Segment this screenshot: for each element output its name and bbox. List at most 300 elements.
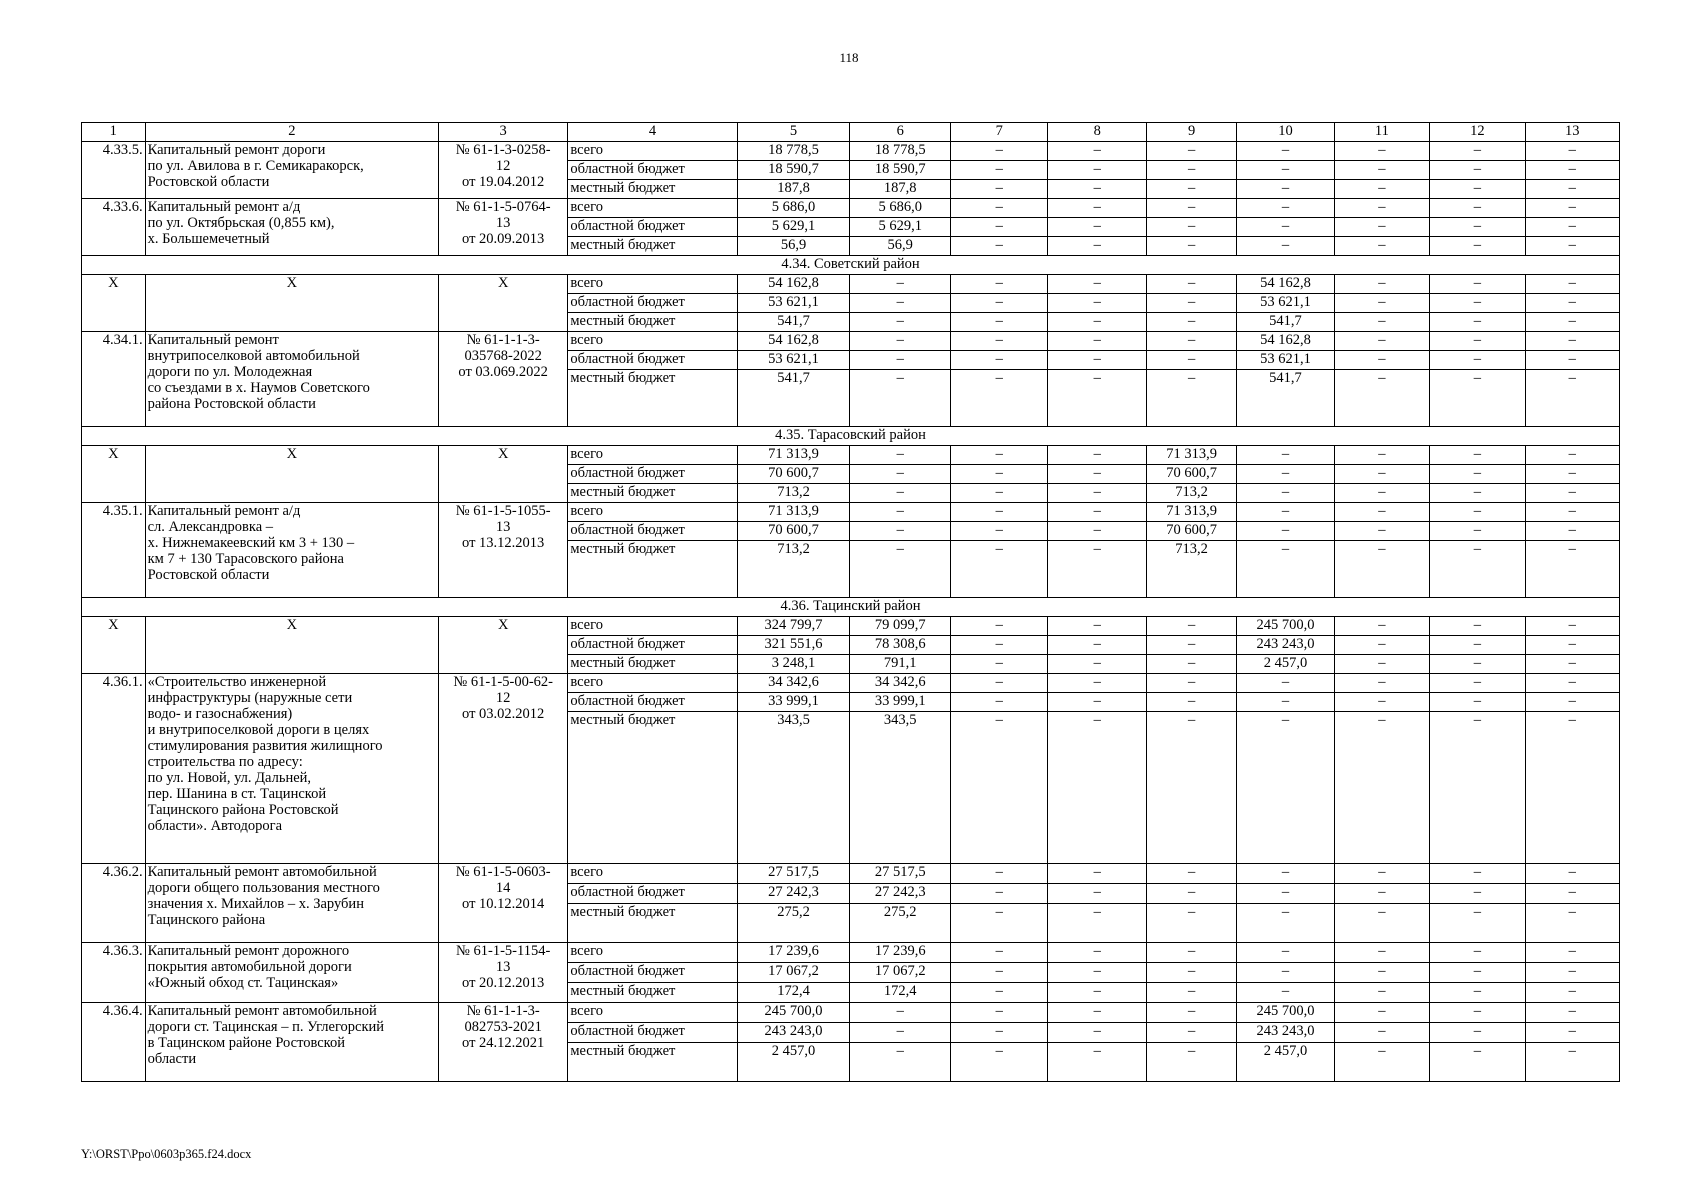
- column-header: 3: [439, 123, 568, 142]
- value-cell: 541,7: [737, 370, 850, 427]
- value-cell: –: [1430, 1003, 1525, 1023]
- column-header: 1: [82, 123, 146, 142]
- value-cell: –: [1048, 275, 1146, 294]
- value-cell: –: [1430, 943, 1525, 963]
- value-cell: –: [1334, 370, 1429, 427]
- value-cell: –: [1237, 904, 1334, 943]
- value-cell: –: [1146, 1023, 1236, 1043]
- value-cell: –: [951, 617, 1048, 636]
- value-cell: –: [1237, 503, 1334, 522]
- value-cell: –: [1334, 674, 1429, 693]
- value-cell: –: [1237, 963, 1334, 983]
- value-cell: –: [1334, 1003, 1429, 1023]
- value-cell: –: [1334, 617, 1429, 636]
- value-cell: –: [951, 693, 1048, 712]
- value-cell: –: [1048, 617, 1146, 636]
- document-cell: № 61-1-5-1154- 13 от 20.12.2013: [439, 943, 568, 1003]
- value-cell: –: [951, 636, 1048, 655]
- value-cell: –: [1430, 332, 1525, 351]
- row-number-cell: 4.34.1.: [82, 332, 146, 427]
- value-cell: 541,7: [1237, 313, 1334, 332]
- value-cell: –: [1237, 983, 1334, 1003]
- table-row: [82, 275, 1620, 294]
- budget-source-label: всего: [568, 617, 737, 636]
- value-cell: –: [1525, 446, 1619, 465]
- value-cell: –: [1146, 161, 1236, 180]
- budget-source-label: областной бюджет: [568, 963, 737, 983]
- value-cell: –: [1146, 218, 1236, 237]
- value-cell: –: [850, 465, 951, 484]
- value-cell: –: [1048, 522, 1146, 541]
- value-cell: 18 778,5: [737, 142, 850, 161]
- table-row: [82, 332, 1620, 351]
- value-cell: –: [1048, 904, 1146, 943]
- document-cell: № 61-1-5-0603- 14 от 10.12.2014: [439, 864, 568, 943]
- table-row: [82, 617, 1620, 636]
- value-cell: –: [1334, 237, 1429, 256]
- budget-source-label: местный бюджет: [568, 541, 737, 598]
- value-cell: –: [850, 275, 951, 294]
- value-cell: –: [1525, 313, 1619, 332]
- value-cell: 70 600,7: [1146, 522, 1236, 541]
- value-cell: 245 700,0: [737, 1003, 850, 1023]
- value-cell: –: [1334, 655, 1429, 674]
- value-cell: –: [850, 484, 951, 503]
- value-cell: –: [1146, 1043, 1236, 1082]
- value-cell: –: [951, 655, 1048, 674]
- value-cell: –: [1430, 484, 1525, 503]
- value-cell: –: [1430, 503, 1525, 522]
- value-cell: –: [1430, 199, 1525, 218]
- value-cell: –: [1146, 370, 1236, 427]
- object-name-cell: Капитальный ремонт внутрипоселковой автомобильной дороги по ул. Молодежная со съездами в х. Наумов Советского района Ростовской области: [145, 332, 438, 427]
- value-cell: –: [1525, 617, 1619, 636]
- document-cell: Х: [439, 275, 568, 332]
- value-cell: –: [1525, 1023, 1619, 1043]
- value-cell: –: [951, 180, 1048, 199]
- value-cell: –: [1334, 522, 1429, 541]
- value-cell: –: [1525, 218, 1619, 237]
- value-cell: 243 243,0: [1237, 1023, 1334, 1043]
- budget-source-label: областной бюджет: [568, 693, 737, 712]
- value-cell: –: [850, 1043, 951, 1082]
- value-cell: –: [1525, 655, 1619, 674]
- value-cell: –: [1237, 484, 1334, 503]
- value-cell: –: [951, 503, 1048, 522]
- value-cell: –: [951, 370, 1048, 427]
- value-cell: –: [1334, 313, 1429, 332]
- value-cell: –: [1237, 199, 1334, 218]
- value-cell: –: [951, 904, 1048, 943]
- value-cell: –: [850, 541, 951, 598]
- value-cell: –: [1048, 484, 1146, 503]
- value-cell: –: [1048, 864, 1146, 884]
- value-cell: –: [1048, 693, 1146, 712]
- value-cell: –: [1430, 1023, 1525, 1043]
- value-cell: –: [1525, 484, 1619, 503]
- value-cell: –: [1146, 674, 1236, 693]
- budget-source-label: областной бюджет: [568, 465, 737, 484]
- footer-file-path: Y:\ORST\Ppo\0603p365.f24.docx: [81, 1147, 252, 1161]
- value-cell: 713,2: [1146, 484, 1236, 503]
- page-number: 118: [839, 50, 859, 65]
- value-cell: –: [1430, 884, 1525, 904]
- value-cell: 70 600,7: [737, 465, 850, 484]
- value-cell: 243 243,0: [1237, 636, 1334, 655]
- value-cell: –: [951, 199, 1048, 218]
- value-cell: 71 313,9: [737, 446, 850, 465]
- value-cell: –: [1525, 503, 1619, 522]
- value-cell: –: [1430, 655, 1525, 674]
- value-cell: –: [1146, 617, 1236, 636]
- value-cell: –: [1525, 142, 1619, 161]
- value-cell: 172,4: [737, 983, 850, 1003]
- table-row: [82, 142, 1620, 161]
- budget-source-label: всего: [568, 199, 737, 218]
- value-cell: 70 600,7: [737, 522, 850, 541]
- value-cell: –: [1525, 522, 1619, 541]
- value-cell: 53 621,1: [1237, 351, 1334, 370]
- budget-source-label: местный бюджет: [568, 370, 737, 427]
- value-cell: –: [1048, 332, 1146, 351]
- value-cell: –: [1430, 218, 1525, 237]
- value-cell: 713,2: [737, 541, 850, 598]
- value-cell: 275,2: [850, 904, 951, 943]
- value-cell: –: [1334, 963, 1429, 983]
- value-cell: –: [1237, 161, 1334, 180]
- value-cell: –: [1430, 541, 1525, 598]
- section-title: 4.34. Советский район: [82, 256, 1620, 275]
- value-cell: 18 590,7: [737, 161, 850, 180]
- value-cell: 2 457,0: [1237, 655, 1334, 674]
- value-cell: –: [1525, 465, 1619, 484]
- budget-source-label: всего: [568, 142, 737, 161]
- column-header: 5: [737, 123, 850, 142]
- value-cell: –: [1334, 693, 1429, 712]
- value-cell: 187,8: [850, 180, 951, 199]
- value-cell: 71 313,9: [737, 503, 850, 522]
- budget-source-label: всего: [568, 446, 737, 465]
- column-header: 10: [1237, 123, 1334, 142]
- budget-source-label: местный бюджет: [568, 904, 737, 943]
- value-cell: –: [1146, 693, 1236, 712]
- value-cell: –: [1048, 636, 1146, 655]
- value-cell: –: [1237, 693, 1334, 712]
- document-cell: № 61-1-5-1055- 13 от 13.12.2013: [439, 503, 568, 598]
- value-cell: –: [850, 313, 951, 332]
- value-cell: –: [1334, 884, 1429, 904]
- value-cell: –: [1525, 180, 1619, 199]
- value-cell: –: [1048, 237, 1146, 256]
- value-cell: –: [1146, 963, 1236, 983]
- value-cell: –: [1146, 142, 1236, 161]
- object-name-cell: Капитальный ремонт автомобильной дороги ст. Тацинская – п. Углегорский в Тацинском районе Ростовской области: [145, 1003, 438, 1082]
- value-cell: –: [951, 294, 1048, 313]
- value-cell: –: [1048, 884, 1146, 904]
- value-cell: –: [850, 370, 951, 427]
- value-cell: 275,2: [737, 904, 850, 943]
- value-cell: 71 313,9: [1146, 446, 1236, 465]
- value-cell: 2 457,0: [1237, 1043, 1334, 1082]
- value-cell: 172,4: [850, 983, 951, 1003]
- value-cell: 54 162,8: [1237, 275, 1334, 294]
- document-cell: Х: [439, 446, 568, 503]
- value-cell: –: [1048, 674, 1146, 693]
- row-number-cell: 4.35.1.: [82, 503, 146, 598]
- value-cell: –: [1334, 465, 1429, 484]
- value-cell: –: [1146, 237, 1236, 256]
- object-name-cell: Х: [145, 446, 438, 503]
- budget-source-label: областной бюджет: [568, 294, 737, 313]
- object-name-cell: Х: [145, 275, 438, 332]
- value-cell: –: [1237, 943, 1334, 963]
- value-cell: 18 590,7: [850, 161, 951, 180]
- value-cell: –: [1334, 294, 1429, 313]
- object-name-cell: Капитальный ремонт автомобильной дороги общего пользования местного значения х. Михайлов – х. Зарубин Тацинского района: [145, 864, 438, 943]
- value-cell: –: [1430, 370, 1525, 427]
- value-cell: –: [1334, 180, 1429, 199]
- value-cell: –: [1146, 864, 1236, 884]
- value-cell: –: [1146, 904, 1236, 943]
- value-cell: –: [1334, 351, 1429, 370]
- value-cell: –: [1525, 983, 1619, 1003]
- value-cell: –: [951, 1023, 1048, 1043]
- value-cell: –: [1334, 904, 1429, 943]
- value-cell: –: [1430, 1043, 1525, 1082]
- value-cell: 5 629,1: [737, 218, 850, 237]
- budget-source-label: областной бюджет: [568, 1023, 737, 1043]
- budget-source-label: местный бюджет: [568, 237, 737, 256]
- value-cell: –: [1430, 983, 1525, 1003]
- value-cell: –: [1146, 275, 1236, 294]
- row-number-cell: Х: [82, 275, 146, 332]
- table-row: [82, 943, 1620, 963]
- section-title: 4.35. Тарасовский район: [82, 427, 1620, 446]
- object-name-cell: Х: [145, 617, 438, 674]
- budget-source-label: местный бюджет: [568, 313, 737, 332]
- value-cell: –: [1048, 1003, 1146, 1023]
- table-row: [82, 1003, 1620, 1023]
- value-cell: –: [1048, 1043, 1146, 1082]
- value-cell: 343,5: [850, 712, 951, 864]
- budget-source-label: областной бюджет: [568, 884, 737, 904]
- value-cell: –: [1430, 636, 1525, 655]
- value-cell: –: [1430, 522, 1525, 541]
- value-cell: –: [850, 503, 951, 522]
- value-cell: –: [1048, 943, 1146, 963]
- object-name-cell: «Строительство инженерной инфраструктуры (наружные сети водо- и газоснабжения) и внутрипоселковой дороги в целях стимулирования развития жилищного строительства по адресу: по ул. Новой, ул. Дальней, пер. Шанина в ст. Тацинской Тацинского района Ростовской области». Автодорога: [145, 674, 438, 864]
- document-cell: № 61-1-3-0258- 12 от 19.04.2012: [439, 142, 568, 199]
- budget-table: [81, 122, 1620, 1082]
- value-cell: –: [1525, 943, 1619, 963]
- value-cell: 2 457,0: [737, 1043, 850, 1082]
- value-cell: –: [850, 1023, 951, 1043]
- row-number-cell: 4.36.3.: [82, 943, 146, 1003]
- budget-source-label: областной бюджет: [568, 161, 737, 180]
- value-cell: –: [1048, 446, 1146, 465]
- value-cell: 27 517,5: [737, 864, 850, 884]
- budget-source-label: местный бюджет: [568, 655, 737, 674]
- value-cell: –: [1334, 541, 1429, 598]
- value-cell: –: [1048, 465, 1146, 484]
- budget-source-label: всего: [568, 943, 737, 963]
- value-cell: –: [1525, 351, 1619, 370]
- value-cell: –: [1525, 275, 1619, 294]
- value-cell: 33 999,1: [850, 693, 951, 712]
- budget-source-label: местный бюджет: [568, 180, 737, 199]
- value-cell: –: [951, 484, 1048, 503]
- value-cell: –: [1525, 963, 1619, 983]
- value-cell: –: [850, 351, 951, 370]
- value-cell: –: [1146, 712, 1236, 864]
- value-cell: –: [1237, 864, 1334, 884]
- value-cell: –: [1237, 465, 1334, 484]
- table-row: [82, 503, 1620, 522]
- value-cell: 33 999,1: [737, 693, 850, 712]
- column-header: 4: [568, 123, 737, 142]
- value-cell: –: [1525, 294, 1619, 313]
- value-cell: –: [951, 522, 1048, 541]
- table-row: [82, 199, 1620, 218]
- value-cell: –: [1430, 674, 1525, 693]
- value-cell: 56,9: [850, 237, 951, 256]
- value-cell: 324 799,7: [737, 617, 850, 636]
- value-cell: –: [951, 712, 1048, 864]
- value-cell: 5 629,1: [850, 218, 951, 237]
- value-cell: 27 517,5: [850, 864, 951, 884]
- value-cell: –: [1048, 1023, 1146, 1043]
- value-cell: 18 778,5: [850, 142, 951, 161]
- column-header: 12: [1430, 123, 1525, 142]
- section-row: [82, 598, 1620, 617]
- value-cell: 5 686,0: [850, 199, 951, 218]
- value-cell: –: [1334, 712, 1429, 864]
- value-cell: 34 342,6: [737, 674, 850, 693]
- value-cell: –: [1334, 503, 1429, 522]
- value-cell: –: [1048, 180, 1146, 199]
- value-cell: –: [1048, 541, 1146, 598]
- value-cell: –: [1146, 332, 1236, 351]
- value-cell: 56,9: [737, 237, 850, 256]
- value-cell: 245 700,0: [1237, 617, 1334, 636]
- value-cell: –: [1048, 199, 1146, 218]
- value-cell: –: [1146, 294, 1236, 313]
- value-cell: –: [951, 313, 1048, 332]
- value-cell: –: [1237, 884, 1334, 904]
- value-cell: –: [1430, 275, 1525, 294]
- value-cell: –: [1334, 484, 1429, 503]
- value-cell: 343,5: [737, 712, 850, 864]
- row-number-cell: 4.33.6.: [82, 199, 146, 256]
- value-cell: –: [1525, 1043, 1619, 1082]
- value-cell: 53 621,1: [737, 351, 850, 370]
- document-cell: № 61-1-5-0764- 13 от 20.09.2013: [439, 199, 568, 256]
- value-cell: –: [1146, 313, 1236, 332]
- budget-source-label: областной бюджет: [568, 636, 737, 655]
- value-cell: –: [1146, 180, 1236, 199]
- value-cell: –: [1237, 446, 1334, 465]
- value-cell: –: [1334, 943, 1429, 963]
- value-cell: –: [951, 142, 1048, 161]
- budget-source-label: всего: [568, 275, 737, 294]
- value-cell: –: [1525, 693, 1619, 712]
- row-number-cell: Х: [82, 617, 146, 674]
- value-cell: 70 600,7: [1146, 465, 1236, 484]
- value-cell: –: [1146, 943, 1236, 963]
- value-cell: –: [1430, 180, 1525, 199]
- value-cell: –: [951, 983, 1048, 1003]
- value-cell: –: [1525, 332, 1619, 351]
- value-cell: –: [1430, 864, 1525, 884]
- value-cell: 17 239,6: [737, 943, 850, 963]
- value-cell: –: [850, 522, 951, 541]
- value-cell: –: [951, 1043, 1048, 1082]
- value-cell: –: [1430, 351, 1525, 370]
- value-cell: –: [1525, 370, 1619, 427]
- document-cell: № 61-1-1-3- 082753-2021 от 24.12.2021: [439, 1003, 568, 1082]
- value-cell: –: [850, 1003, 951, 1023]
- value-cell: –: [951, 275, 1048, 294]
- value-cell: –: [1334, 446, 1429, 465]
- value-cell: –: [1334, 983, 1429, 1003]
- value-cell: –: [1237, 712, 1334, 864]
- value-cell: –: [1430, 237, 1525, 256]
- value-cell: –: [951, 541, 1048, 598]
- value-cell: 245 700,0: [1237, 1003, 1334, 1023]
- value-cell: 5 686,0: [737, 199, 850, 218]
- value-cell: –: [1334, 1043, 1429, 1082]
- value-cell: –: [951, 1003, 1048, 1023]
- object-name-cell: Капитальный ремонт дорожного покрытия автомобильной дороги «Южный обход ст. Тацинская»: [145, 943, 438, 1003]
- budget-source-label: областной бюджет: [568, 218, 737, 237]
- column-header: 6: [850, 123, 951, 142]
- value-cell: –: [1237, 522, 1334, 541]
- document-cell: № 61-1-5-00-62- 12 от 03.02.2012: [439, 674, 568, 864]
- column-header: 9: [1146, 123, 1236, 142]
- row-number-cell: 4.36.4.: [82, 1003, 146, 1082]
- value-cell: –: [1334, 161, 1429, 180]
- value-cell: –: [1237, 218, 1334, 237]
- value-cell: –: [1525, 884, 1619, 904]
- value-cell: 54 162,8: [737, 275, 850, 294]
- value-cell: 17 067,2: [737, 963, 850, 983]
- document-cell: Х: [439, 617, 568, 674]
- budget-source-label: местный бюджет: [568, 983, 737, 1003]
- budget-source-label: местный бюджет: [568, 1043, 737, 1082]
- value-cell: –: [1048, 963, 1146, 983]
- value-cell: –: [1048, 351, 1146, 370]
- table-row: [82, 864, 1620, 884]
- value-cell: –: [1525, 864, 1619, 884]
- value-cell: –: [951, 218, 1048, 237]
- value-cell: –: [951, 674, 1048, 693]
- budget-source-label: всего: [568, 864, 737, 884]
- value-cell: –: [1430, 963, 1525, 983]
- value-cell: 243 243,0: [737, 1023, 850, 1043]
- value-cell: –: [951, 963, 1048, 983]
- section-row: [82, 427, 1620, 446]
- value-cell: –: [1237, 541, 1334, 598]
- value-cell: –: [1146, 636, 1236, 655]
- value-cell: –: [1334, 332, 1429, 351]
- value-cell: –: [1048, 313, 1146, 332]
- value-cell: –: [1048, 161, 1146, 180]
- value-cell: –: [1048, 655, 1146, 674]
- value-cell: –: [1237, 142, 1334, 161]
- value-cell: –: [1430, 617, 1525, 636]
- budget-source-label: всего: [568, 332, 737, 351]
- value-cell: –: [850, 332, 951, 351]
